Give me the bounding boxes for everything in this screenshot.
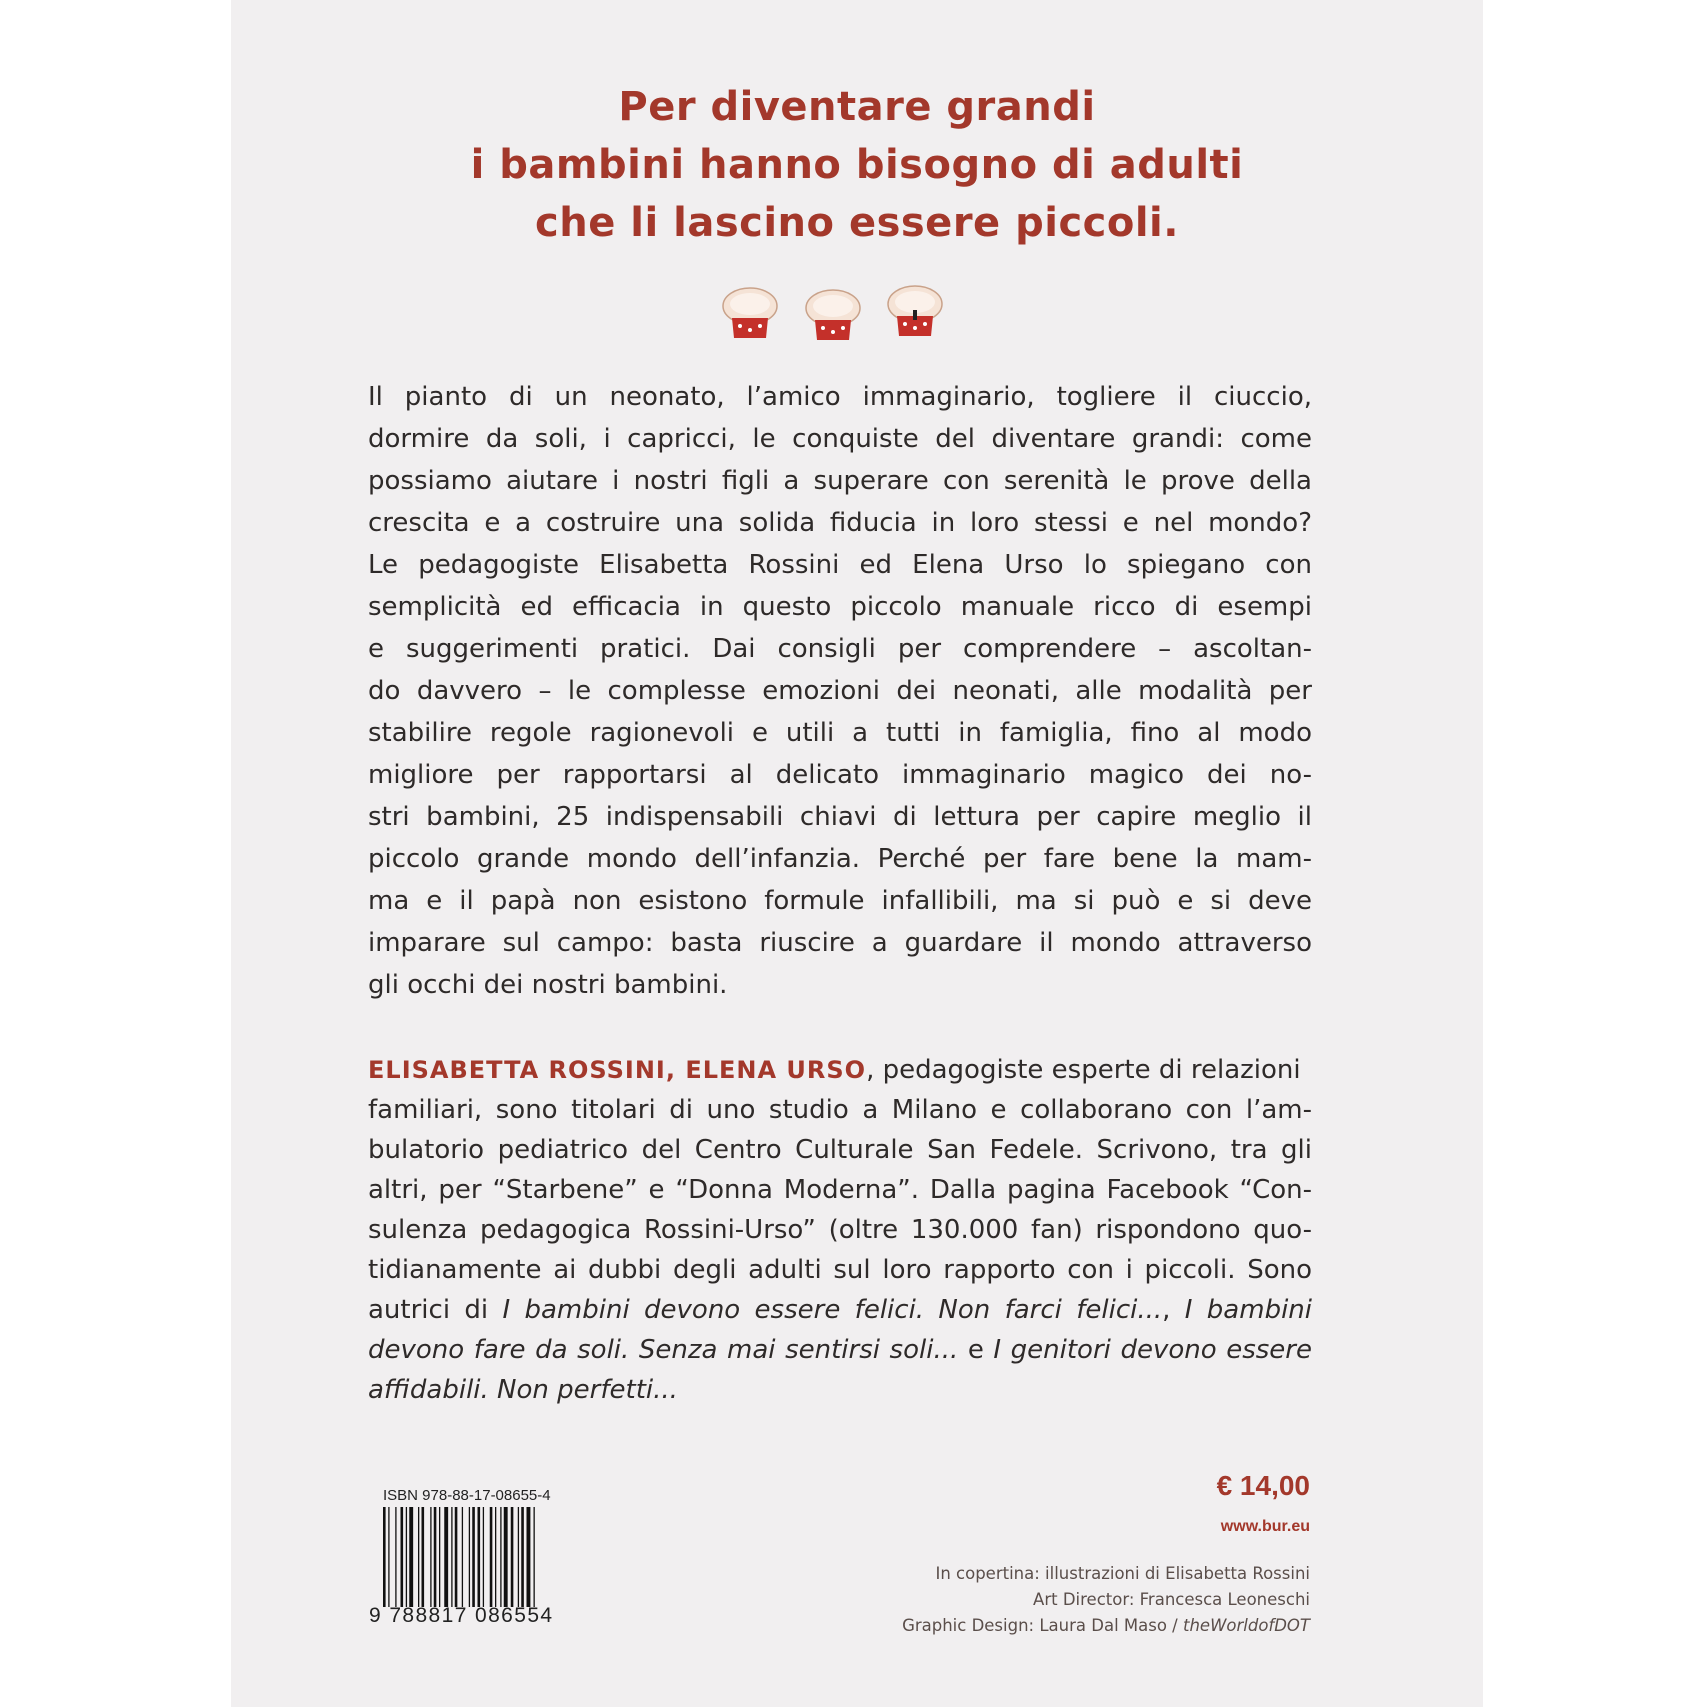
bio-line: tidianamente ai dubbi degli adulti sul loro rapporto con i piccoli. Sono xyxy=(368,1255,1312,1285)
headline-line: i bambini hanno bisogno di adulti xyxy=(470,142,1244,188)
bio-line: sulenza pedagogica Rossini-Urso” (oltre 130.000 fan) rispondono quo- xyxy=(368,1215,1312,1245)
book-title: I bambini xyxy=(1184,1295,1312,1325)
barcode-digits: 9 788817 086554 xyxy=(369,1604,554,1627)
description-line: Il pianto di un neonato, l’amico immaginario, togliere il ciuccio, xyxy=(368,382,1312,412)
bio-text: autrici di xyxy=(368,1295,503,1325)
description-line: do davvero – le complesse emozioni dei neonati, alle modalità per xyxy=(368,676,1312,706)
bio-line xyxy=(368,1290,1312,1330)
description-line: imparare sul campo: basta riuscire a guardare il mondo attraverso xyxy=(368,928,1312,958)
design-studio: theWorldofDOT xyxy=(1182,1616,1310,1635)
credit-line: In copertina: illustrazioni di Elisabetta Rossini xyxy=(935,1564,1310,1583)
credit-line xyxy=(902,1613,1310,1639)
description-line: piccolo grande mondo dell’infanzia. Perché per fare bene la mam- xyxy=(368,844,1312,874)
cover-credits xyxy=(902,1561,1310,1639)
headline-line: che li lascino essere piccoli. xyxy=(535,200,1179,246)
price: € 14,00 xyxy=(1216,1470,1310,1501)
description-line: migliore per rapportarsi al delicato immaginario magico dei no- xyxy=(368,760,1312,790)
author-names: ELISABETTA ROSSINI, ELENA URSO xyxy=(368,1056,867,1084)
publisher-website: www.bur.eu xyxy=(1220,1518,1310,1535)
barcode xyxy=(383,1507,583,1607)
credit-text: Graphic Design: Laura Dal Maso / xyxy=(902,1616,1183,1635)
description-line: Le pedagogiste Elisabetta Rossini ed Elena Urso lo spiegano con xyxy=(368,550,1312,580)
author-bio xyxy=(368,1050,1312,1410)
bio-line xyxy=(368,1330,1312,1370)
isbn-label: ISBN 978-88-17-08655-4 xyxy=(383,1487,551,1504)
description-line: semplicità ed efficacia in questo piccolo manuale ricco di esempi xyxy=(368,592,1312,622)
description-line: gli occhi dei nostri bambini. xyxy=(368,970,728,1000)
bio-line: familiari, sono titolari di uno studio a Milano e collaborano con l’am- xyxy=(368,1095,1312,1125)
three-baby-heads-icon xyxy=(720,284,950,356)
bio-line xyxy=(368,1050,1312,1090)
description-line: crescita e a costruire una solida fiducia in loro stessi e nel mondo? xyxy=(368,508,1312,538)
bio-line: altri, per “Starbene” e “Donna Moderna”. Dalla pagina Facebook “Con- xyxy=(368,1175,1312,1205)
description-line: stabilire regole ragionevoli e utili a tutti in famiglia, fino al modo xyxy=(368,718,1312,748)
description-line: possiamo aiutare i nostri figli a superare con serenità le prove della xyxy=(368,466,1312,496)
book-description xyxy=(368,376,1312,1006)
book-title: I bambini devono essere felici. Non farci felici... xyxy=(502,1295,1163,1325)
bio-text: , pedagogiste esperte di relazioni xyxy=(866,1055,1301,1085)
headline xyxy=(231,78,1483,252)
description-line: ma e il papà non esistono formule infallibili, ma si può e si deve xyxy=(368,886,1312,916)
bio-line xyxy=(368,1370,1312,1410)
credit-line: Art Director: Francesca Leoneschi xyxy=(1033,1590,1310,1609)
book-title: devono fare da soli. Senza mai sentirsi soli... xyxy=(368,1335,959,1365)
bio-text: e xyxy=(958,1335,994,1365)
bio-text: , xyxy=(1162,1295,1185,1325)
book-title: affidabili. Non perfetti... xyxy=(368,1375,678,1405)
description-line: stri bambini, 25 indispensabili chiavi di lettura per capire meglio il xyxy=(368,802,1312,832)
headline-line: Per diventare grandi xyxy=(618,84,1096,130)
book-title: I genitori devono essere xyxy=(993,1335,1312,1365)
description-line: dormire da soli, i capricci, le conquiste del diventare grandi: come xyxy=(368,424,1312,454)
bio-line: bulatorio pediatrico del Centro Culturale San Fedele. Scrivono, tra gli xyxy=(368,1135,1312,1165)
description-line: e suggerimenti pratici. Dai consigli per comprendere – ascoltan- xyxy=(368,634,1312,664)
